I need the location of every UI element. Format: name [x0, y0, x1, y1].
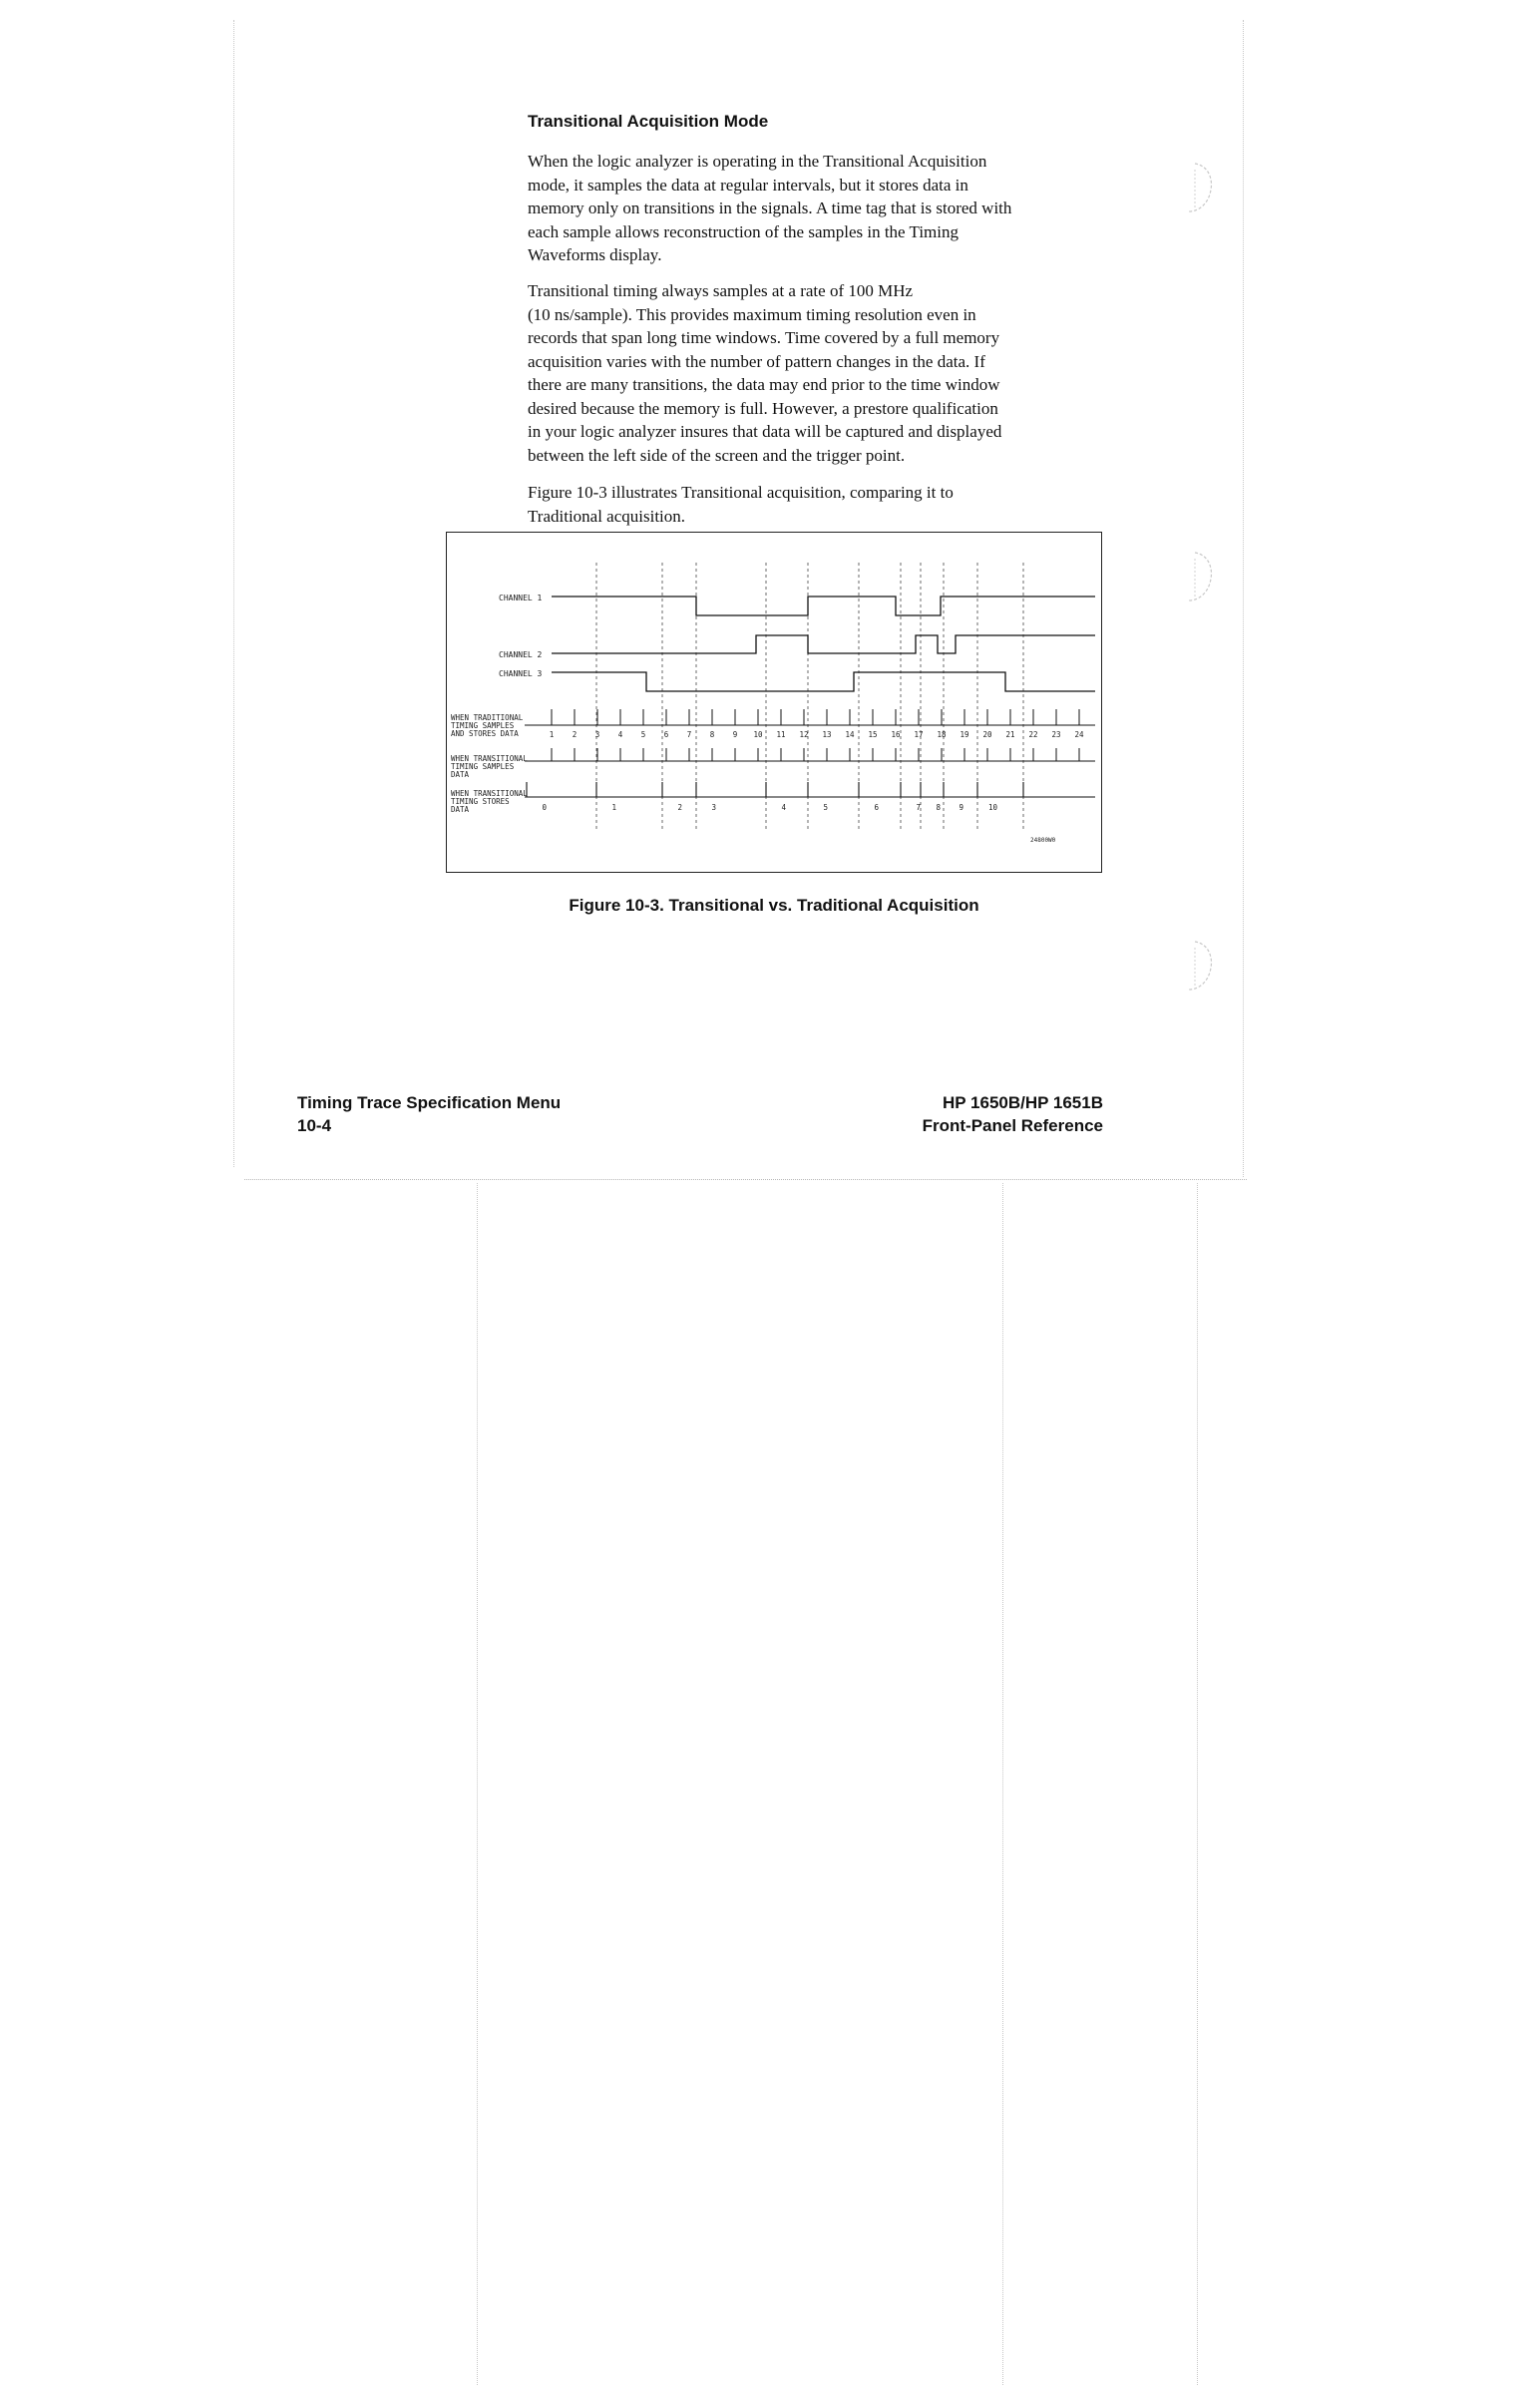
- traditional-sample-number: 19: [960, 730, 969, 739]
- transitional-store-number: 10: [987, 803, 997, 812]
- paragraph-1: When the logic analyzer is operating in the Transitional Acquisition mode, it samples the data at regular intervals, but it stores data in memory only on transitions in the signals. A time tag that is stored with each sample allows reconstruction of the samples in the Timing Waveforms display.: [528, 152, 1012, 264]
- traditional-sample-number: 15: [868, 730, 878, 739]
- transitional-store-number: 1: [611, 803, 616, 812]
- binder-hole-icon: [1165, 547, 1219, 608]
- channel-1-label: CHANNEL 1: [499, 594, 543, 602]
- footer-right-model: HP 1650B/HP 1651B: [943, 1093, 1103, 1112]
- transitional-store-number: 8: [936, 803, 941, 812]
- transitional-store-numbers: [542, 803, 997, 812]
- transitional-store-number: 0: [542, 803, 547, 812]
- traditional-sample-number: 11: [776, 730, 786, 739]
- traditional-sample-number: 16: [891, 730, 901, 739]
- scan-edge-lower-mid: [1002, 1183, 1003, 2385]
- scan-edge-bottom: [244, 1179, 1247, 1180]
- transitional-store-number: 7: [916, 803, 921, 812]
- channel-3-waveform: [552, 672, 1095, 691]
- figure-frame: [446, 532, 1102, 873]
- transitional-samples-label: WHEN TRANSITIONAL TIMING SAMPLES DATA: [451, 754, 528, 779]
- traditional-samples-label: WHEN TRADITIONAL TIMING SAMPLES AND STORES DATA: [451, 713, 524, 738]
- paragraph-3: Figure 10-3 illustrates Transitional acquisition, comparing it to Traditional acquisition.: [528, 483, 954, 526]
- traditional-sample-number: 13: [822, 730, 832, 739]
- transitional-store-number: 2: [677, 803, 682, 812]
- scan-edge-left: [233, 20, 234, 1167]
- traditional-sample-number: 6: [663, 730, 669, 739]
- traditional-sample-number: 21: [1005, 730, 1015, 739]
- scan-edge-lower-right: [1197, 1183, 1198, 2385]
- channel-3-label: CHANNEL 3: [499, 669, 543, 678]
- footer-right-title: Front-Panel Reference: [922, 1116, 1103, 1135]
- traditional-sample-number: 1: [549, 730, 555, 739]
- traditional-sample-number: 4: [617, 730, 623, 739]
- channel-1-waveform: [552, 597, 1095, 615]
- traditional-sample-number: 10: [753, 730, 763, 739]
- binder-hole-icon: [1165, 158, 1219, 219]
- traditional-sample-ticks: [552, 709, 1079, 725]
- transitional-store-number: 6: [874, 803, 879, 812]
- section-heading: Transitional Acquisition Mode: [528, 112, 769, 131]
- traditional-sample-number: 2: [572, 730, 578, 739]
- traditional-sample-number: 23: [1051, 730, 1061, 739]
- transitional-sample-ticks: [552, 748, 1079, 761]
- transitional-store-number: 3: [711, 803, 716, 812]
- traditional-sample-number: 5: [640, 730, 646, 739]
- scan-edge-lower-left: [477, 1183, 478, 2385]
- footer-left-title: Timing Trace Specification Menu: [297, 1093, 562, 1112]
- channel-2-waveform: [552, 635, 1095, 653]
- transitional-store-number: 5: [823, 803, 828, 812]
- traditional-sample-number: 9: [732, 730, 738, 739]
- transitional-store-number: 4: [781, 803, 786, 812]
- figure-caption: Figure 10-3. Transitional vs. Traditional Acquisition: [569, 896, 979, 915]
- transitional-store-ticks: [527, 782, 1023, 797]
- traditional-sample-number: 3: [594, 730, 600, 739]
- traditional-sample-numbers: [550, 730, 1084, 739]
- figure-id: 24800W0: [1030, 837, 1056, 844]
- footer-page-number: 10-4: [297, 1116, 332, 1135]
- traditional-sample-number: 8: [709, 730, 715, 739]
- scan-edge-right: [1243, 20, 1244, 1177]
- timing-diagram: [447, 533, 1100, 871]
- traditional-sample-number: 7: [686, 730, 692, 739]
- transitional-stores-label: WHEN TRANSITIONAL TIMING STORES DATA: [451, 789, 528, 814]
- traditional-sample-number: 18: [937, 730, 947, 739]
- traditional-sample-number: 22: [1028, 730, 1038, 739]
- channel-2-label: CHANNEL 2: [499, 650, 543, 659]
- traditional-sample-number: 14: [845, 730, 855, 739]
- traditional-sample-number: 17: [914, 730, 924, 739]
- paragraph-2: Transitional timing always samples at a rate of 100 MHz (10 ns/sample). This provides maximum timing resolution even in records that span long time windows. Time covered by a full memory acquisition varies with the number of pattern changes in the data. If there are many transitions, the data may end prior to the time window desired because the memory is full. However, a prestore qualification in your logic analyzer insures that data will be captured and displayed between the left side of the screen and the trigger point.: [528, 281, 1002, 465]
- transitional-store-number: 9: [959, 803, 963, 812]
- traditional-sample-number: 24: [1074, 730, 1084, 739]
- traditional-sample-number: 20: [982, 730, 992, 739]
- binder-hole-icon: [1165, 936, 1219, 997]
- traditional-sample-number: 12: [799, 730, 809, 739]
- transition-guides: [596, 563, 1023, 832]
